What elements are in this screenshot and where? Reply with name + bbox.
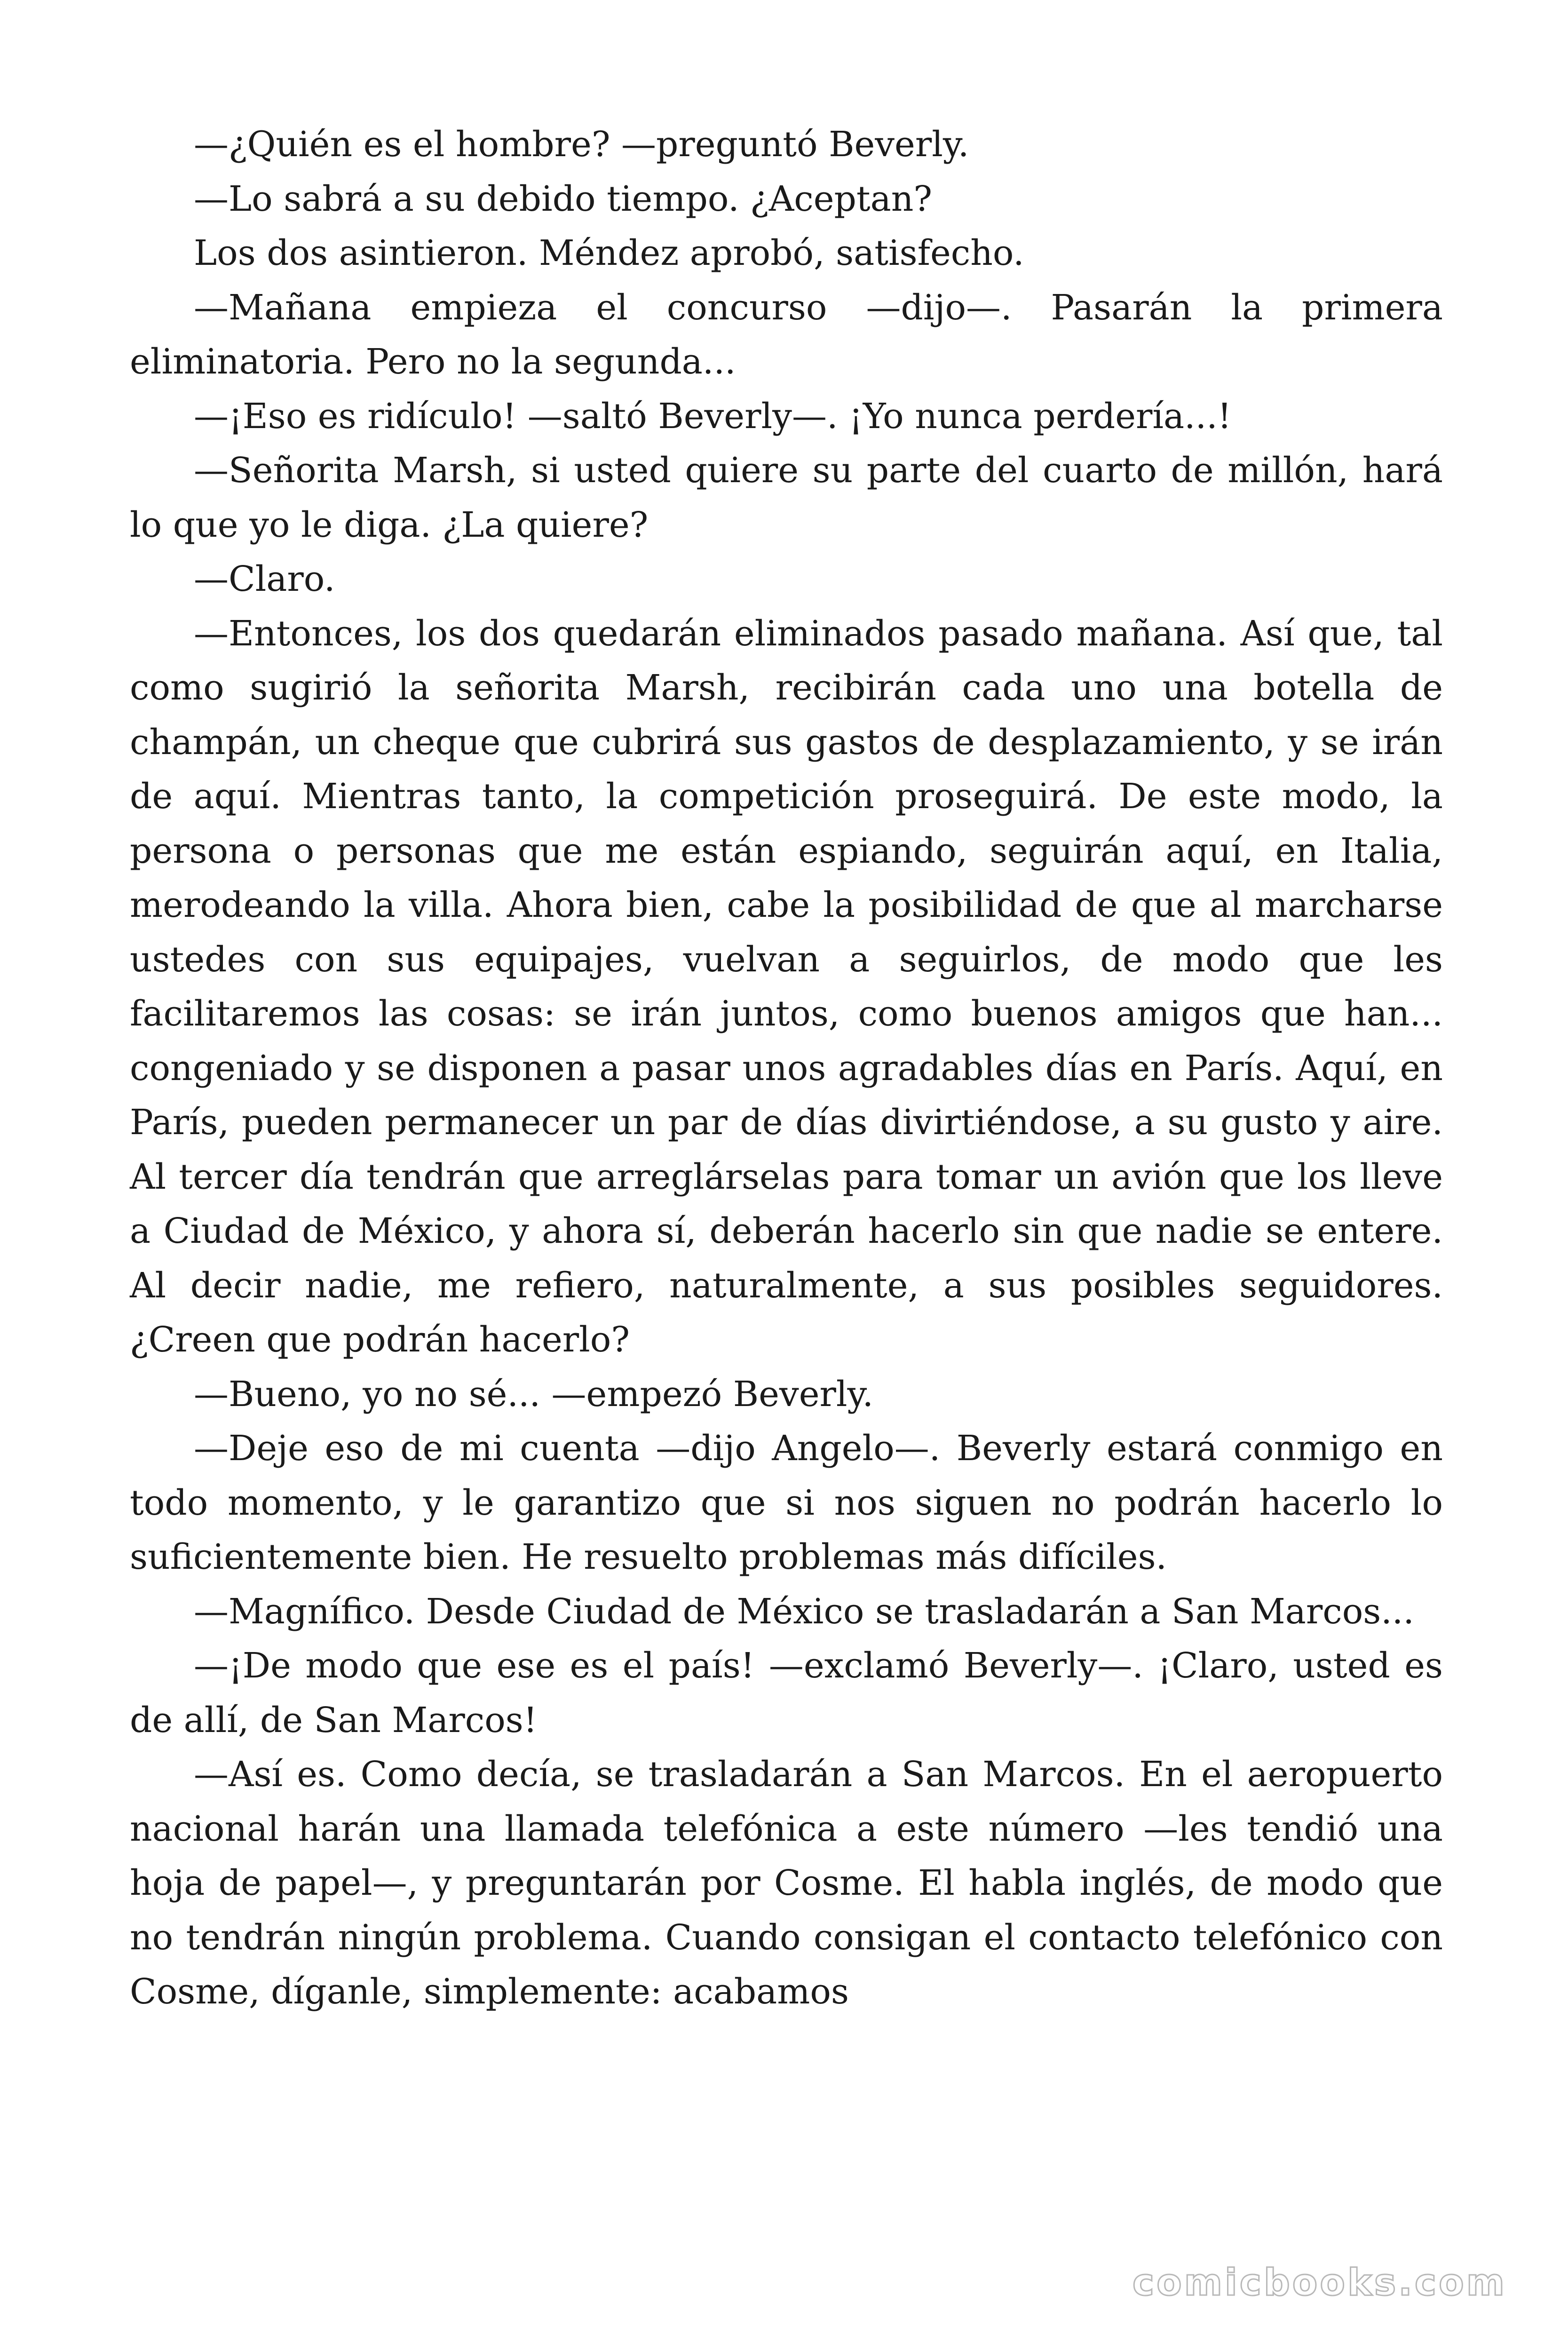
paragraph: —Mañana empieza el concurso —dijo—. Pasarán la primera eliminatoria. Pero no la segunda... bbox=[130, 287, 1443, 382]
paragraph: —¡De modo que ese es el país! —exclamó Beverly—. ¡Claro, usted es de allí, de San Marcos! bbox=[130, 1645, 1443, 1740]
book-page-text bbox=[130, 118, 1443, 2019]
paragraph: —Claro. bbox=[194, 559, 335, 599]
paragraph: —Bueno, yo no sé... —empezó Beverly. bbox=[194, 1374, 874, 1414]
paragraph: —Así es. Como decía, se trasladarán a San Marcos. En el aeropuerto nacional harán una llamada telefónica a este número —les tendió una hoja de papel—, y preguntarán por Cosme. El habla inglés, de modo que no tendrán ningún problema. Cuando consigan el contacto telefónico con Cosme, díganle, simplemente: acabamos bbox=[130, 1754, 1443, 2012]
paragraph: —Lo sabrá a su debido tiempo. ¿Aceptan? bbox=[194, 178, 933, 219]
paragraph: —Magnífico. Desde Ciudad de México se trasladarán a San Marcos... bbox=[194, 1591, 1414, 1632]
paragraph: Los dos asintieron. Méndez aprobó, satisfecho. bbox=[194, 233, 1024, 273]
paragraph: —Deje eso de mi cuenta —dijo Angelo—. Beverly estará conmigo en todo momento, y le garantizo que si nos siguen no podrán hacerlo lo suficientemente bien. He resuelto problemas más difíciles. bbox=[130, 1428, 1443, 1577]
paragraph: —Señorita Marsh, si usted quiere su parte del cuarto de millón, hará lo que yo le diga. ¿La quiere? bbox=[130, 450, 1443, 545]
paragraph: —Entonces, los dos quedarán eliminados pasado mañana. Así que, tal como sugirió la señorita Marsh, recibirán cada uno una botella de champán, un cheque que cubrirá sus gastos de desplazamiento, y se irán de aquí. Mientras tanto, la competición proseguirá. De este modo, la persona o personas que me están espiando, seguirán aquí, en Italia, merodeando la villa. Ahora bien, cabe la posibilidad de que al marcharse ustedes con sus equipajes, vuelvan a seguirlos, de modo que les facilitaremos las cosas: se irán juntos, como buenos amigos que han... congeniado y se disponen a pasar unos agradables días en París. Aquí, en París, pueden permanecer un par de días divirtiéndose, a su gusto y aire. Al tercer día tendrán que arreglárselas para tomar un avión que los lleve a Ciudad de México, y ahora sí, deberán hacerlo sin que nadie se entere. Al decir nadie, me refiero, naturalmente, a sus posibles seguidores. ¿Creen que podrán hacerlo? bbox=[130, 613, 1443, 1360]
paragraph: —¿Quién es el hombre? —preguntó Beverly. bbox=[194, 124, 969, 165]
watermark-text: comicbooks.com bbox=[1132, 2262, 1507, 2304]
paragraph: —¡Eso es ridículo! —saltó Beverly—. ¡Yo nunca perdería...! bbox=[194, 396, 1232, 437]
